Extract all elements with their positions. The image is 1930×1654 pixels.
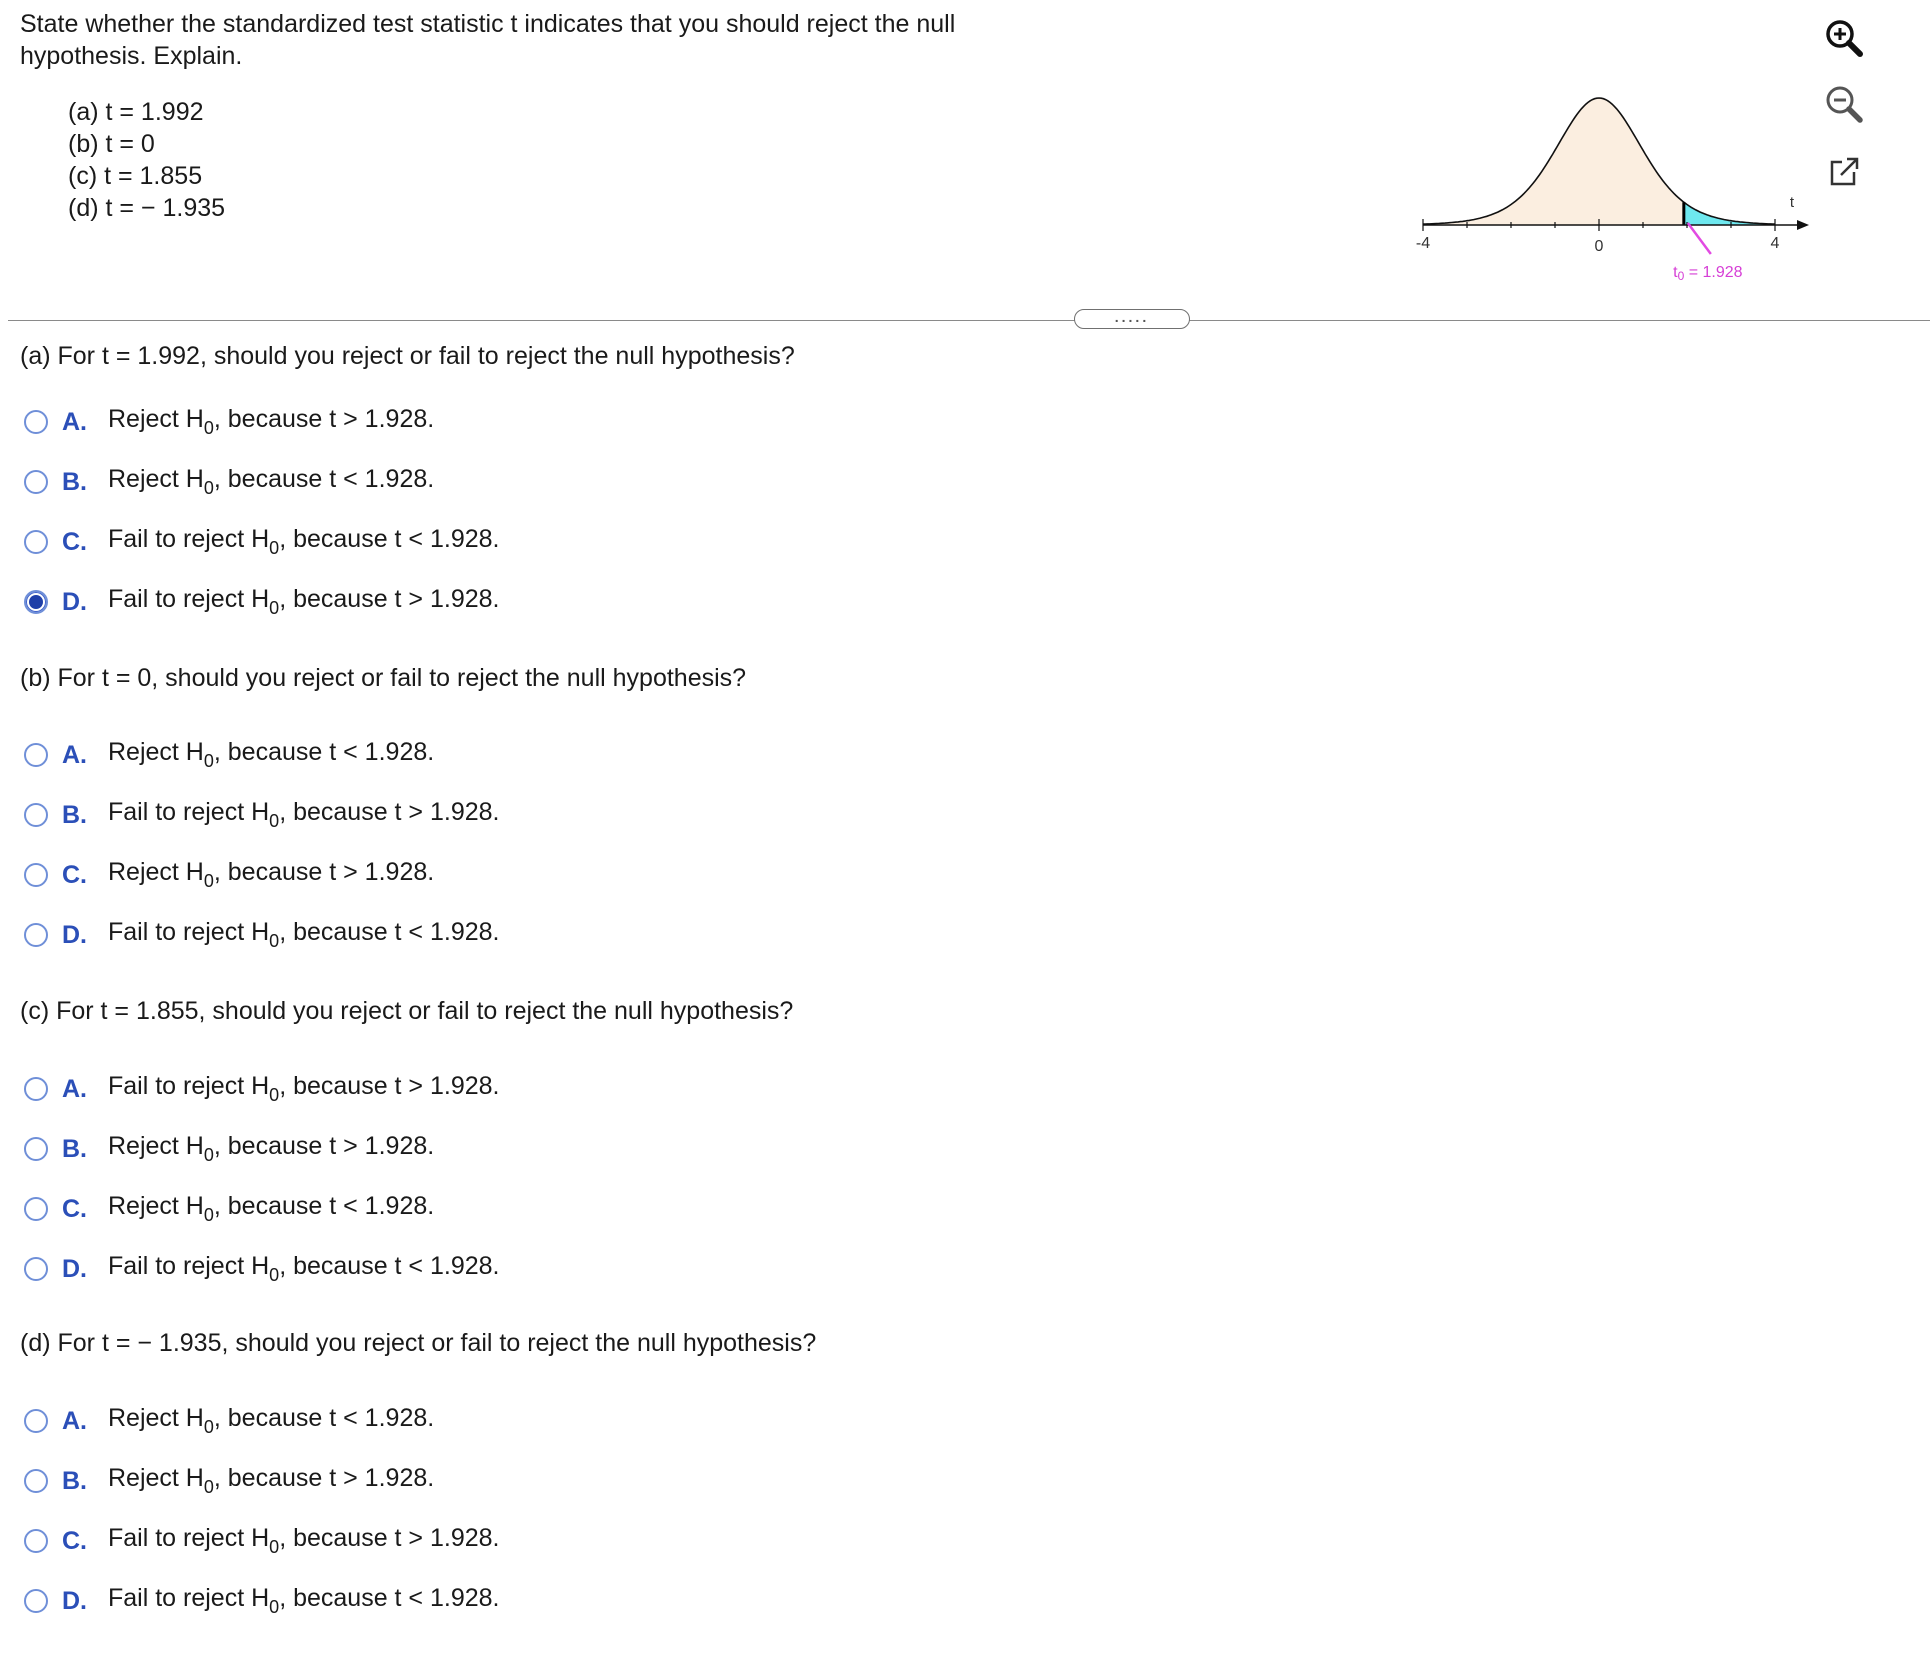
option-text bbox=[108, 798, 500, 832]
case-b: (b) t = 0 bbox=[68, 130, 155, 158]
answer-option[interactable] bbox=[24, 1069, 500, 1109]
popout-button[interactable] bbox=[1822, 150, 1866, 194]
radio-button[interactable] bbox=[24, 410, 48, 434]
radio-button[interactable] bbox=[24, 1529, 48, 1553]
option-letter: C. bbox=[62, 1526, 87, 1555]
option-text bbox=[108, 1192, 434, 1226]
answer-option[interactable] bbox=[24, 1249, 500, 1289]
zoom-in-button[interactable] bbox=[1822, 16, 1866, 60]
radio-button[interactable] bbox=[24, 1589, 48, 1613]
zoom-out-button[interactable] bbox=[1822, 82, 1866, 126]
answer-option[interactable] bbox=[24, 1581, 500, 1621]
option-letter: B. bbox=[62, 1466, 87, 1495]
option-letter: B. bbox=[62, 467, 87, 496]
option-text bbox=[108, 405, 434, 439]
radio-button[interactable] bbox=[24, 923, 48, 947]
popout-icon bbox=[1822, 150, 1866, 194]
radio-button[interactable] bbox=[24, 1137, 48, 1161]
option-text-main: Reject H bbox=[108, 1132, 204, 1160]
option-letter: D. bbox=[62, 1254, 87, 1283]
answer-option[interactable] bbox=[24, 1461, 434, 1501]
option-subscript: 0 bbox=[269, 538, 280, 558]
option-text-rest: , because t < 1.928. bbox=[213, 738, 435, 766]
radio-button[interactable] bbox=[24, 743, 48, 767]
option-letter: C. bbox=[62, 527, 87, 556]
option-text-main: Fail to reject H bbox=[108, 1252, 270, 1280]
x-axis-arrow bbox=[1797, 220, 1809, 230]
option-text-rest: , because t < 1.928. bbox=[213, 1404, 435, 1432]
critical-label-main: t bbox=[1673, 264, 1678, 281]
option-text-main: Fail to reject H bbox=[108, 1584, 270, 1612]
option-text bbox=[108, 1584, 500, 1618]
radio-button[interactable] bbox=[24, 1077, 48, 1101]
option-subscript: 0 bbox=[269, 1537, 280, 1557]
answer-option[interactable] bbox=[24, 915, 500, 955]
option-text-main: Reject H bbox=[108, 858, 204, 886]
option-text-rest: , because t > 1.928. bbox=[213, 405, 435, 433]
critical-label-sub: 0 bbox=[1677, 269, 1685, 283]
option-text-rest: , because t > 1.928. bbox=[213, 858, 435, 886]
option-letter: C. bbox=[62, 860, 87, 889]
option-text bbox=[108, 1132, 434, 1166]
zoom-out-icon bbox=[1822, 82, 1866, 126]
radio-button[interactable] bbox=[24, 863, 48, 887]
option-text-main: Fail to reject H bbox=[108, 1072, 270, 1100]
option-text-main: Reject H bbox=[108, 1192, 204, 1220]
option-text-main: Fail to reject H bbox=[108, 525, 270, 553]
option-letter: A. bbox=[62, 1406, 87, 1435]
option-subscript: 0 bbox=[203, 1145, 214, 1165]
option-letter: A. bbox=[62, 740, 87, 769]
option-letter: D. bbox=[62, 587, 87, 616]
option-text-rest: , because t > 1.928. bbox=[279, 798, 500, 826]
option-letter: B. bbox=[62, 1134, 87, 1163]
radio-button[interactable] bbox=[24, 803, 48, 827]
option-subscript: 0 bbox=[203, 478, 214, 498]
rejection-region-fill bbox=[1684, 202, 1775, 225]
option-text bbox=[108, 918, 500, 952]
divider-drag-handle[interactable]: ..... bbox=[1074, 309, 1190, 329]
radio-button[interactable] bbox=[24, 1469, 48, 1493]
answer-option[interactable] bbox=[24, 1189, 434, 1229]
problem-cases bbox=[68, 96, 225, 224]
question-prompt: (c) For t = 1.855, should you reject or fail to reject the null hypothesis? bbox=[20, 997, 794, 1025]
question-prompt: (d) For t = − 1.935, should you reject or fail to reject the null hypothesis? bbox=[20, 1329, 817, 1357]
option-text-rest: , because t > 1.928. bbox=[279, 1524, 500, 1552]
option-text bbox=[108, 465, 434, 499]
problem-line-2: hypothesis. Explain. bbox=[20, 42, 243, 70]
option-text bbox=[108, 1252, 500, 1286]
critical-value-pointer bbox=[1688, 223, 1711, 254]
t-distribution-chart bbox=[1405, 42, 1825, 292]
option-text-rest: , because t < 1.928. bbox=[213, 1192, 435, 1220]
tick-label-4: 4 bbox=[1770, 235, 1780, 252]
option-text bbox=[108, 1464, 434, 1498]
option-subscript: 0 bbox=[269, 811, 280, 831]
option-subscript: 0 bbox=[269, 1085, 280, 1105]
option-subscript: 0 bbox=[203, 751, 214, 771]
option-letter: C. bbox=[62, 1194, 87, 1223]
option-subscript: 0 bbox=[269, 931, 280, 951]
option-text-main: Reject H bbox=[108, 1404, 204, 1432]
option-text bbox=[108, 858, 434, 892]
answer-option[interactable] bbox=[24, 1521, 500, 1561]
case-a: (a) t = 1.992 bbox=[68, 98, 204, 126]
option-text-rest: , because t > 1.928. bbox=[213, 1132, 435, 1160]
x-axis-label: t bbox=[1789, 194, 1795, 211]
option-text-main: Fail to reject H bbox=[108, 798, 270, 826]
option-letter: A. bbox=[62, 407, 87, 436]
answer-option[interactable] bbox=[24, 735, 434, 775]
option-text-main: Reject H bbox=[108, 1464, 204, 1492]
option-text-main: Fail to reject H bbox=[108, 918, 270, 946]
option-text-main: Reject H bbox=[108, 405, 204, 433]
option-text-main: Reject H bbox=[108, 465, 204, 493]
answer-option[interactable] bbox=[24, 1401, 434, 1441]
option-text-main: Fail to reject H bbox=[108, 1524, 270, 1552]
answer-option[interactable] bbox=[24, 462, 434, 502]
option-text-rest: , because t < 1.928. bbox=[213, 465, 435, 493]
option-subscript: 0 bbox=[203, 1205, 214, 1225]
option-letter: A. bbox=[62, 1074, 87, 1103]
problem-line-1: State whether the standardized test statistic t indicates that you should reject the null bbox=[20, 10, 956, 38]
case-d: (d) t = − 1.935 bbox=[68, 194, 226, 222]
problem-statement bbox=[20, 8, 1020, 72]
option-text-rest: , because t > 1.928. bbox=[279, 585, 500, 613]
radio-button[interactable] bbox=[24, 1197, 48, 1221]
tick-label-neg4: -4 bbox=[1415, 235, 1431, 252]
option-subscript: 0 bbox=[269, 1597, 280, 1617]
option-text bbox=[108, 585, 500, 619]
option-subscript: 0 bbox=[203, 418, 214, 438]
question-prompt: (b) For t = 0, should you reject or fail to reject the null hypothesis? bbox=[20, 664, 747, 692]
question-prompt: (a) For t = 1.992, should you reject or fail to reject the null hypothesis? bbox=[20, 342, 795, 370]
option-text-rest: , because t > 1.928. bbox=[213, 1464, 435, 1492]
option-text bbox=[108, 525, 500, 559]
critical-value-label bbox=[1673, 264, 1743, 283]
answer-option[interactable] bbox=[24, 582, 500, 622]
answer-option[interactable] bbox=[24, 522, 500, 562]
radio-button[interactable] bbox=[24, 470, 48, 494]
option-text-rest: , because t < 1.928. bbox=[279, 525, 500, 553]
answer-option[interactable] bbox=[24, 795, 500, 835]
answer-option[interactable] bbox=[24, 855, 434, 895]
option-text bbox=[108, 1524, 500, 1558]
radio-button-selected[interactable] bbox=[24, 590, 48, 614]
option-letter: D. bbox=[62, 1586, 87, 1615]
zoom-in-icon bbox=[1822, 16, 1866, 60]
radio-button[interactable] bbox=[24, 1409, 48, 1433]
option-letter: D. bbox=[62, 920, 87, 949]
option-text-rest: , because t < 1.928. bbox=[279, 1584, 500, 1612]
option-text-rest: , because t < 1.928. bbox=[279, 918, 500, 946]
option-text bbox=[108, 738, 434, 772]
option-text-rest: , because t > 1.928. bbox=[279, 1072, 500, 1100]
option-subscript: 0 bbox=[203, 1477, 214, 1497]
section-divider bbox=[8, 320, 1930, 321]
option-text-main: Fail to reject H bbox=[108, 585, 270, 613]
option-subscript: 0 bbox=[203, 1417, 214, 1437]
critical-label-rest: = 1.928 bbox=[1684, 264, 1743, 281]
radio-button[interactable] bbox=[24, 1257, 48, 1281]
case-c: (c) t = 1.855 bbox=[68, 162, 203, 190]
option-letter: B. bbox=[62, 800, 87, 829]
tick-label-0: 0 bbox=[1594, 238, 1604, 255]
option-subscript: 0 bbox=[203, 871, 214, 891]
radio-button[interactable] bbox=[24, 530, 48, 554]
answer-option[interactable] bbox=[24, 1129, 434, 1169]
option-subscript: 0 bbox=[269, 598, 280, 618]
curve-body-fill bbox=[1423, 98, 1775, 225]
option-text-main: Reject H bbox=[108, 738, 204, 766]
option-text-rest: , because t < 1.928. bbox=[279, 1252, 500, 1280]
option-text bbox=[108, 1072, 500, 1106]
option-subscript: 0 bbox=[269, 1265, 280, 1285]
option-text bbox=[108, 1404, 434, 1438]
answer-option[interactable] bbox=[24, 402, 434, 442]
